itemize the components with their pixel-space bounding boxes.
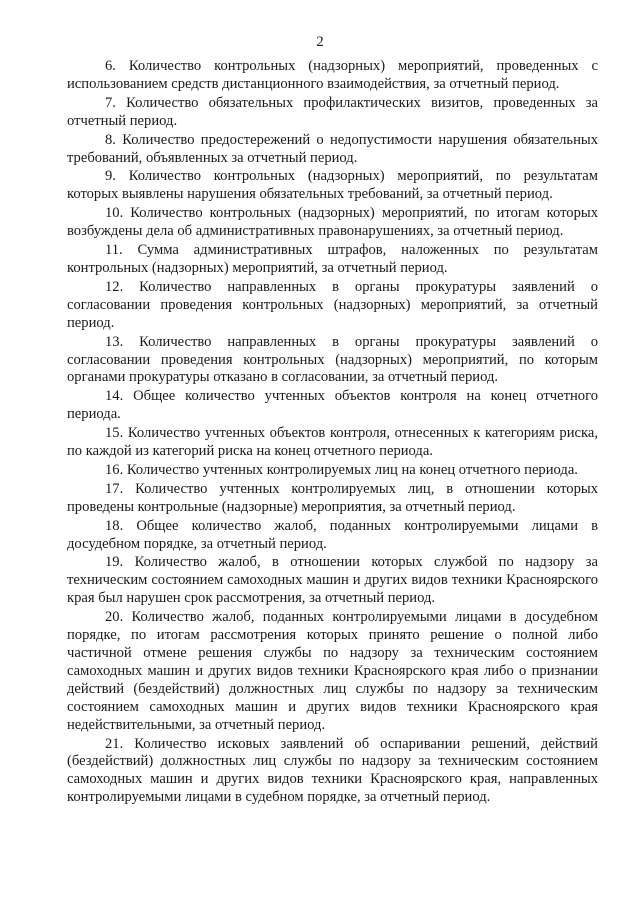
list-item-21: 21. Количество исковых заявлений об оспаривании решений, действий (бездействий) должностных лиц службы по надзору за техническим состоянием самоходных машин и других видов техники Красноярского края, направленных контролируемыми лицами в судебном порядке, за отчетный период.	[67, 735, 598, 806]
list-item-20: 20. Количество жалоб, поданных контролируемыми лицами в досудебном порядке, по итогам рассмотрения которых принято решение о полной либо частичной отмене решения службы по надзору за техническим состоянием самоходных машин и других видов техники Красноярского края либо о признании действий (бездействий) должностных лиц службы по надзору за техническим состоянием самоходных машин и других видов техники Красноярского края недействительными, за отчетный период.	[67, 609, 598, 733]
item-list	[67, 58, 598, 808]
list-item-13: 13. Количество направленных в органы прокуратуры заявлений о согласовании проведения контрольных (надзорных) мероприятий, по которым органами прокуратуры отказано в согласовании, за отчетный период.	[67, 333, 598, 386]
list-item-18: 18. Общее количество жалоб, поданных контролируемыми лицами в досудебном порядке, за отчетный период.	[67, 517, 598, 552]
list-item-12: 12. Количество направленных в органы прокуратуры заявлений о согласовании проведения контрольных (надзорных) мероприятий, за отчетный период.	[67, 278, 598, 331]
list-item-14: 14. Общее количество учтенных объектов контроля на конец отчетного периода.	[67, 388, 598, 423]
list-item-8: 8. Количество предостережений о недопустимости нарушения обязательных требований, объявленных за отчетный период.	[67, 131, 598, 166]
list-item-10: 10. Количество контрольных (надзорных) мероприятий, по итогам которых возбуждены дела об административных правонарушениях, за отчетный период.	[67, 205, 598, 240]
list-item-6: 6. Количество контрольных (надзорных) мероприятий, проведенных с использованием средств дистанционного взаимодействия, за отчетный период.	[67, 58, 598, 92]
list-item-11: 11. Сумма административных штрафов, наложенных по результатам контрольных (надзорных) мероприятий, за отчетный период.	[67, 242, 598, 276]
list-item-17: 17. Количество учтенных контролируемых лиц, в отношении которых проведены контрольные (надзорные) мероприятия, за отчетный период.	[67, 480, 598, 515]
page-number: 2	[316, 34, 324, 50]
list-item-7: 7. Количество обязательных профилактических визитов, проведенных за отчетный период.	[67, 94, 598, 129]
list-item-19: 19. Количество жалоб, в отношении которых службой по надзору за техническим состоянием самоходных машин и других видов техники Красноярского края был нарушен срок рассмотрения, за отчетный период.	[67, 554, 598, 607]
list-item-15: 15. Количество учтенных объектов контроля, отнесенных к категориям риска, по каждой из категорий риска на конец отчетного периода.	[67, 425, 598, 460]
list-item-16: 16. Количество учтенных контролируемых лиц на конец отчетного периода.	[105, 461, 578, 478]
list-item-9: 9. Количество контрольных (надзорных) мероприятий, по результатам которых выявлены нарушения обязательных требований, за отчетный период.	[67, 168, 598, 203]
